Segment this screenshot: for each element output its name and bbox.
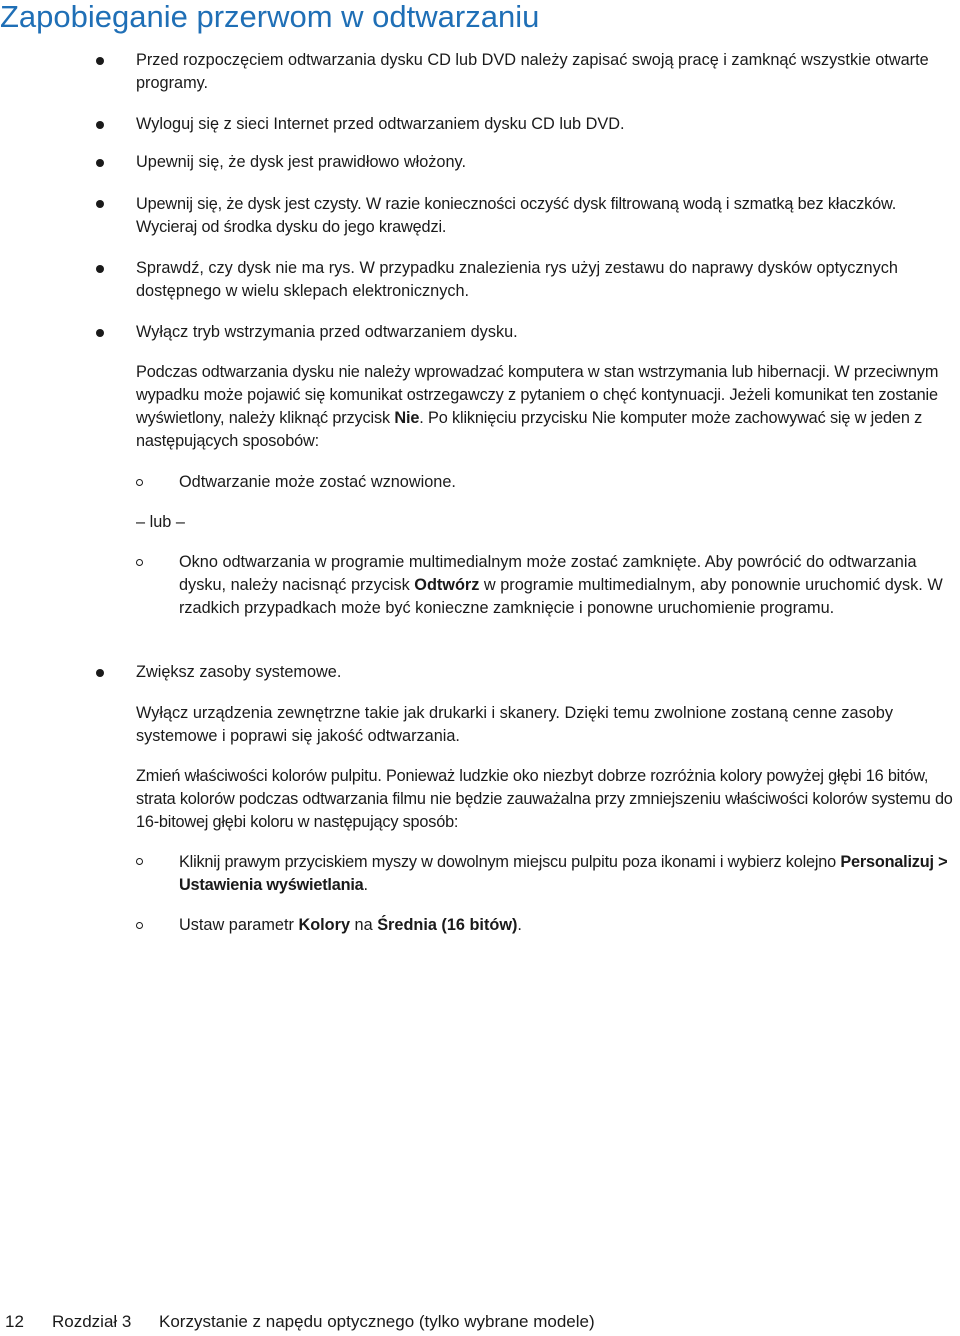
sub3-text-b: . [363,876,368,894]
no-button-label: Nie [394,409,420,427]
standby-text-b: . Po kliknięciu przycisku Nie komputer może zachowywać się w jeden z następujących sposobów: [136,409,923,450]
colors-setting-label: Kolory [298,916,351,934]
sub2-text-b: w programie multimedialnym, aby ponownie uruchomić dysk. W rzadkich przypadkach może być konieczne zamknięcie i ponowne uruchomienie programu. [179,576,943,617]
bullet-dot [96,121,104,129]
chapter-title: Korzystanie z napędu optycznego (tylko wybrane modele) [159,1312,595,1331]
bullet-dot [96,159,104,167]
color-paragraph: Zmień właściwości kolorów pulpitu. Ponieważ ludzkie oko niezbyt dobrze rozróżnia kolory powyżej głębi 16 bitów, strata kolorów podczas odtwarzania filmu nie będzie zauważalna przy zmniejszeniu właściwości kolorów systemu do 16-bitowej głębi koloru w następujący sposób: [136,767,953,831]
sub-bullet-circle [136,559,143,566]
play-button-label: Odtwórz [414,576,480,594]
sub-list-item [179,914,959,937]
sub4-text-mid: na [350,916,378,934]
bullet-dot [96,200,104,208]
list-item: Zwiększ zasoby systemowe. [136,663,342,681]
sub4-text-b: . [517,916,522,934]
resources-paragraph: Wyłącz urządzenia zewnętrzne takie jak drukarki i skanery. Dzięki temu zwolnione zostaną cenne zasoby systemowe i poprawi się jakość odtwarzania. [136,704,893,745]
standby-paragraph [136,361,960,453]
bullet-dot [96,669,104,677]
page-title: Zapobieganie przerwom w odtwarzaniu [0,0,540,34]
chapter-label: Rozdział 3 [52,1312,132,1331]
sub-list-item: Odtwarzanie może zostać wznowione. [179,473,456,491]
list-item: Wyłącz tryb wstrzymania przed odtwarzaniem dysku. [136,323,518,341]
sub3-text-a: Kliknij prawym przyciskiem myszy w dowolnym miejscu pulpitu poza ikonami i wybierz kolejno [179,853,841,871]
sub2-text-a: Okno odtwarzania w programie multimedialnym może zostać zamknięte. Aby powrócić do odtwarzania dysku, należy nacisnąć przycisk [179,553,917,594]
list-item: Sprawdź, czy dysk nie ma rys. W przypadku znalezienia rys użyj zestawu do naprawy dysków optycznych dostępnego w wielu sklepach elektronicznych. [136,259,898,300]
list-item: Przed rozpoczęciem odtwarzania dysku CD lub DVD należy zapisać swoją pracę i zamknąć wszystkie otwarte programy. [136,51,929,92]
sub-bullet-circle [136,858,143,865]
or-separator: – lub – [136,513,185,531]
bullet-dot [96,57,104,65]
bullet-dot [96,265,104,273]
standby-text-a: Podczas odtwarzania dysku nie należy wprowadzać komputera w stan wstrzymania lub hibernacji. W przeciwnym wypadku może pojawić się komunikat ostrzegawczy z pytaniem o chęć kontynuacji. Jeżeli komunikat ten zostanie wyświetlony, należy kliknąć przycisk [136,363,939,427]
sub-list-item [179,851,960,897]
menu-path: Personalizuj > Ustawienia wyświetlania [179,853,948,894]
sub-bullet-circle [136,479,143,486]
bullet-dot [96,329,104,337]
list-item: Upewnij się, że dysk jest czysty. W razie konieczności oczyść dysk filtrowaną wodą i szmatką bez kłaczków. Wycieraj od środka dysku do jego krawędzi. [136,195,897,236]
sub-bullet-circle [136,922,143,929]
list-item: Wyloguj się z sieci Internet przed odtwarzaniem dysku CD lub DVD. [136,115,625,133]
list-item: Upewnij się, że dysk jest prawidłowo włożony. [136,153,466,171]
sub-list-item [179,551,949,620]
medium-16bit-label: Średnia (16 bitów) [377,916,518,934]
sub4-text-a: Ustaw parametr [179,916,299,934]
page-number: 12 [5,1312,24,1331]
